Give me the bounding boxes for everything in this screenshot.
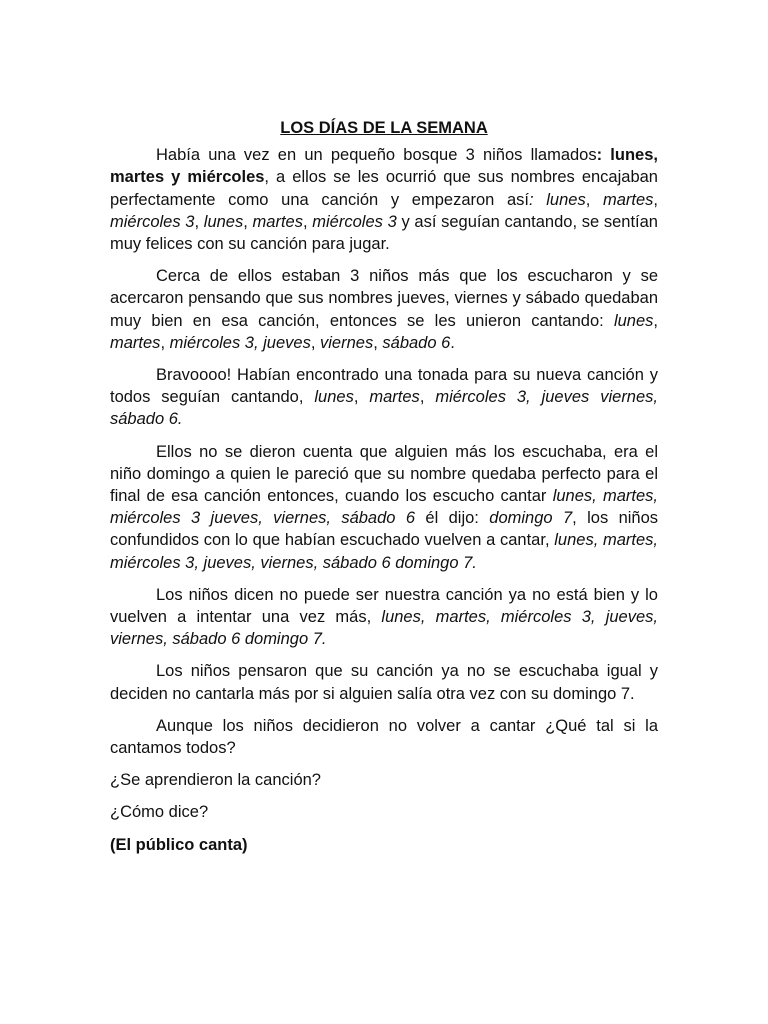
text-run: , bbox=[302, 212, 313, 231]
body-paragraph bbox=[110, 715, 658, 759]
text-run: martes bbox=[252, 212, 303, 231]
text-run: , bbox=[353, 388, 370, 407]
text-run: Los niños pensaron que su canción ya no se escuchaba igual y deciden no cantarla más por si alguien salía otra vez con su domingo 7. bbox=[110, 662, 658, 703]
closing-line: (El público canta) bbox=[110, 835, 248, 854]
text-run: martes bbox=[110, 333, 161, 352]
text-run: : bbox=[596, 146, 603, 165]
text-run: . bbox=[450, 333, 455, 352]
text-run: lunes, martes, miércoles 3, jueves, viernes, sábado 6 domingo 7. bbox=[110, 608, 658, 649]
text-run: : lunes bbox=[529, 190, 586, 209]
document-body bbox=[110, 144, 658, 759]
text-run: , los niños confundidos con lo que habían escuchado vuelven a cantar, bbox=[110, 509, 659, 550]
text-run: miércoles 3 bbox=[110, 212, 195, 231]
text-run: Bravoooo! Habían encontrado una tonada para su nueva canción y todos seguían cantando, bbox=[110, 366, 658, 407]
text-run: martes bbox=[369, 388, 420, 407]
text-run: , bbox=[373, 333, 383, 352]
body-paragraph bbox=[110, 144, 658, 255]
text-run: miércoles 3 bbox=[312, 212, 397, 231]
text-run: domingo 7 bbox=[489, 509, 573, 528]
text-run: , bbox=[194, 212, 204, 231]
text-run: sábado 6 bbox=[382, 333, 451, 352]
text-run: , bbox=[419, 388, 436, 407]
body-paragraph bbox=[110, 660, 658, 704]
text-run: , bbox=[585, 190, 603, 209]
body-paragraph bbox=[110, 364, 658, 431]
document-closing bbox=[110, 769, 658, 856]
text-run: Ellos no se dieron cuenta que alguien más los escuchaba, era el niño domingo a quien le pareció que su nombre quedaba perfecto para el final de esa canción entonces, cuando los escucho cantar bbox=[110, 442, 658, 506]
body-paragraph bbox=[110, 265, 658, 354]
text-run: lunes, martes, miércoles 3, jueves, viernes, sábado 6 domingo 7. bbox=[110, 531, 659, 572]
text-run: lunes bbox=[314, 388, 354, 407]
text-run: , bbox=[653, 311, 658, 330]
body-paragraph bbox=[110, 441, 658, 574]
text-run: miércoles 3, jueves viernes, sábado 6. bbox=[110, 388, 658, 429]
text-run: él dijo: bbox=[415, 509, 490, 528]
text-run: , bbox=[160, 333, 170, 352]
text-run: , bbox=[310, 333, 321, 352]
text-run: lunes, martes, miércoles 3 jueves, viernes, sábado 6 bbox=[110, 487, 659, 528]
text-run: Los niños dicen no puede ser nuestra canción ya no está bien y lo vuelven a intentar una vez más, bbox=[110, 585, 658, 627]
text-run: , bbox=[653, 190, 658, 209]
body-paragraph bbox=[110, 584, 658, 651]
text-run: lunes bbox=[613, 311, 654, 330]
closing-line: ¿Cómo dice? bbox=[110, 803, 209, 822]
closing-line: ¿Se aprendieron la canción? bbox=[110, 771, 321, 790]
text-run: martes bbox=[602, 190, 654, 209]
text-run: Aunque los niños decidieron no volver a cantar ¿Qué tal si la cantamos todos? bbox=[110, 716, 658, 758]
text-run: lunes, martes y miércoles bbox=[110, 146, 658, 187]
text-run: , a ellos se les ocurrió que sus nombres encajaban perfectamente como una canción y empezaron así bbox=[110, 168, 658, 209]
document-title: LOS DÍAS DE LA SEMANA bbox=[280, 119, 488, 137]
document-page bbox=[110, 117, 658, 866]
text-run: , bbox=[243, 212, 253, 231]
text-run: Cerca de ellos estaban 3 niños más que los escucharon y se acercaron pensando que sus nombres jueves, viernes y sábado quedaban muy bien en esa canción, entonces se les unieron cantando: bbox=[110, 267, 658, 330]
text-run: miércoles 3, jueves bbox=[169, 333, 311, 352]
text-run: Había una vez en un pequeño bosque 3 niños llamados bbox=[156, 146, 597, 165]
text-run: lunes bbox=[203, 212, 244, 231]
text-run: y así seguían cantando, se sentían muy felices con su canción para jugar. bbox=[110, 212, 658, 254]
text-run: viernes bbox=[320, 333, 374, 352]
